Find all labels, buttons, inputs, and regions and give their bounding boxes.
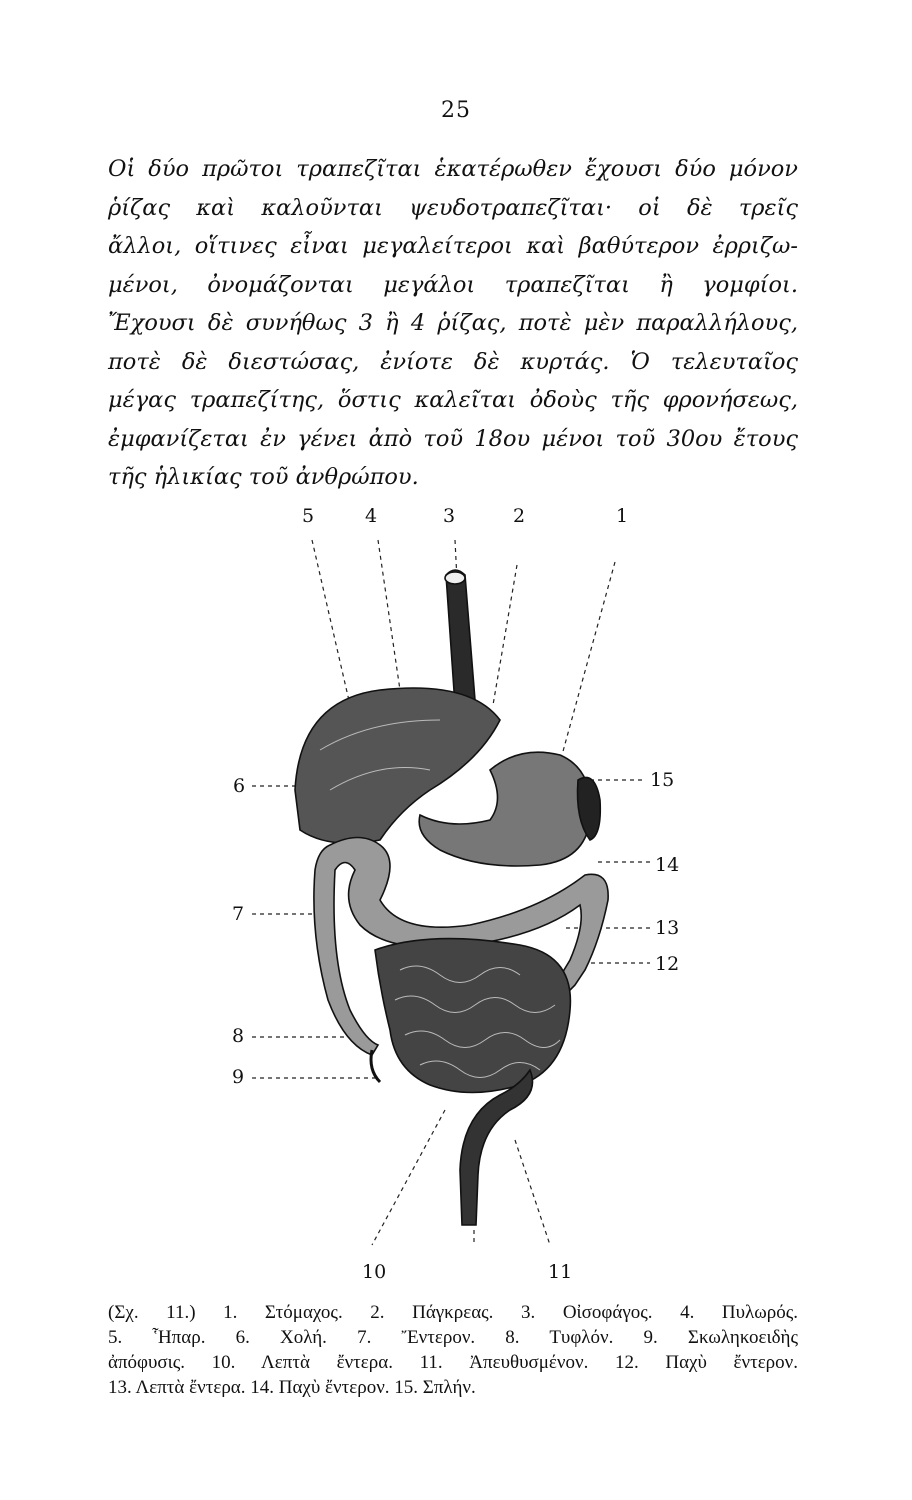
label-4: 4 xyxy=(365,505,378,527)
label-10: 10 xyxy=(362,1261,387,1283)
text-line: ἄλλοι, οἵτινες εἶναι μεγαλείτεροι καὶ βαθύτερον ἐρριζω- xyxy=(108,233,798,259)
label-3: 3 xyxy=(443,505,456,527)
caption-line: 13. Λεπτὰ ἔντερα. 14. Παχὺ ἔντερον. 15. Σπλήν. xyxy=(108,1377,476,1398)
label-15: 15 xyxy=(650,769,675,791)
text-line: ποτὲ δὲ διεστώσας, ἐνίοτε δὲ κυρτάς. Ὁ τελευταῖος xyxy=(108,348,798,375)
label-12: 12 xyxy=(655,953,680,975)
text-line: ῥίζας καὶ καλοῦνται ψευδοτραπεζῖται· οἱ δὲ τρεῖς xyxy=(108,194,798,221)
text-line: τῆς ἡλικίας τοῦ ἀνθρώπου. xyxy=(108,464,419,490)
esophagus xyxy=(446,570,475,705)
appendix xyxy=(371,1050,380,1082)
label-7: 7 xyxy=(232,903,245,925)
label-5: 5 xyxy=(302,505,315,527)
liver xyxy=(295,688,500,843)
caption-line: (Σχ. 11.) 1. Στόμαχος. 2. Πάγκρεας. 3. Οἰσοφάγος. 4. Πυλωρός. xyxy=(108,1302,798,1323)
label-11: 11 xyxy=(548,1261,573,1283)
caption-line: 5. Ἧπαρ. 6. Χολή. 7. Ἔντερον. 8. Τυφλόν. 9. Σκωληκοειδὴς xyxy=(108,1327,798,1348)
caption-line: ἀπόφυσις. 10. Λεπτὰ ἔντερα. 11. Ἀπευθυσμένον. 12. Παχὺ ἔντερον. xyxy=(108,1352,798,1373)
label-9: 9 xyxy=(232,1066,245,1088)
page-number: 25 xyxy=(441,98,471,123)
label-14: 14 xyxy=(655,854,680,876)
text-line: μένοι, ὀνομάζονται μεγάλοι τραπεζῖται ἢ γομφίοι. xyxy=(108,271,798,298)
text-line: ἐμφανίζεται ἐν γένει ἀπὸ τοῦ 18ου μένοι τοῦ 30ου ἔτους xyxy=(108,425,798,452)
small-intestine xyxy=(375,939,570,1093)
label-6: 6 xyxy=(233,775,246,797)
label-2: 2 xyxy=(513,505,526,527)
figure-caption xyxy=(108,1300,798,1400)
label-1: 1 xyxy=(616,505,629,527)
text-line: Οἱ δύο πρῶτοι τραπεζῖται ἑκατέρωθεν ἔχουσι δύο μόνον xyxy=(108,156,798,182)
text-line: Ἔχουσι δὲ συνήθως 3 ἢ 4 ῥίζας, ποτὲ μὲν παραλλήλους, xyxy=(108,310,798,336)
label-13: 13 xyxy=(655,917,680,939)
text-line: μέγας τραπεζίτης, ὅστις καλεῖται ὀδοὺς τῆς φρονήσεως, xyxy=(108,387,798,413)
label-8: 8 xyxy=(232,1025,245,1047)
